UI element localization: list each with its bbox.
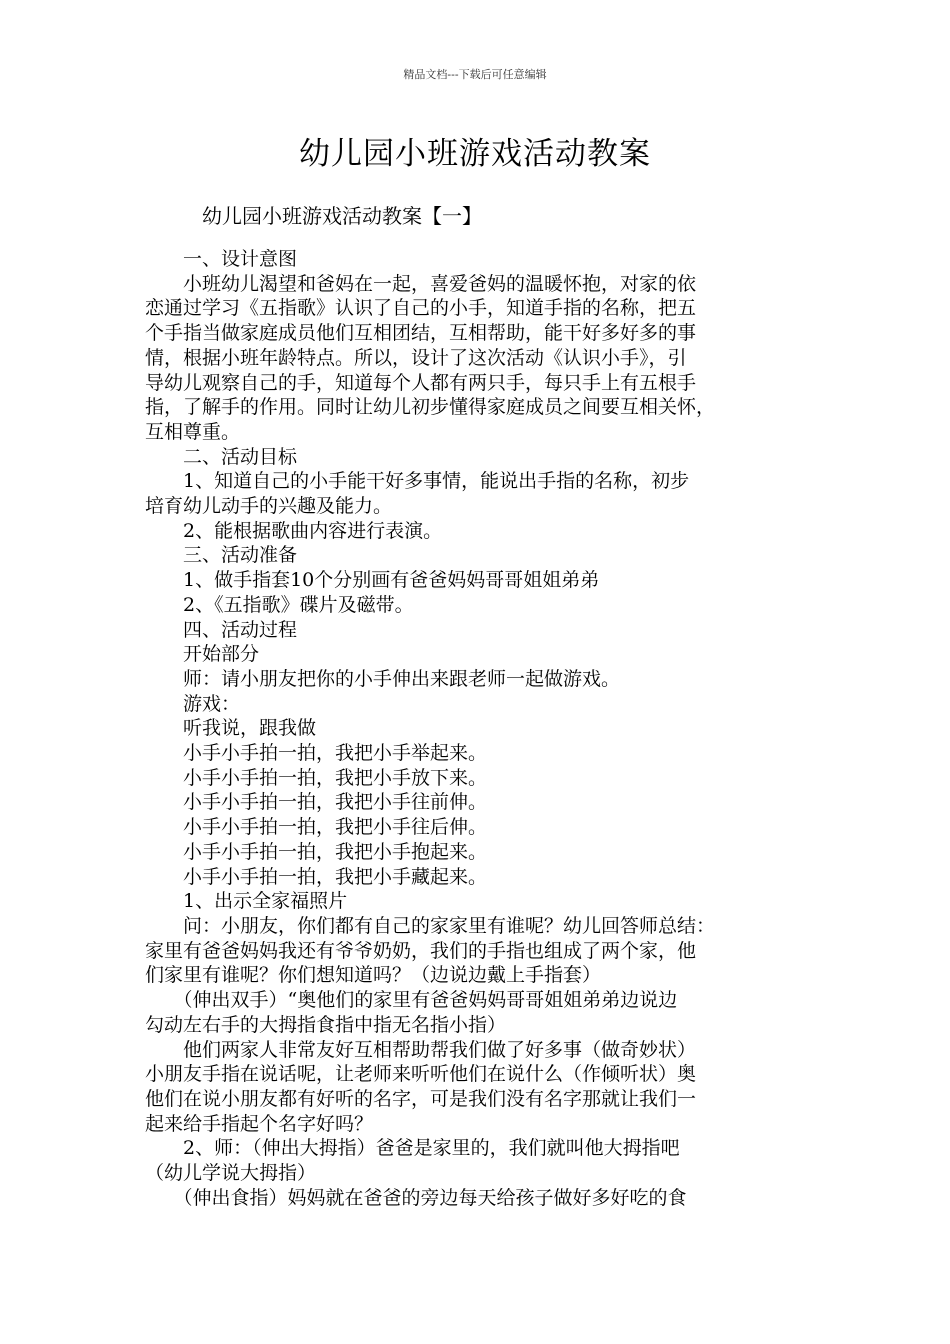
body-line: 2、《五指歌》碟片及磁带。	[145, 593, 414, 616]
body-line: 1、出示全家福照片	[145, 890, 348, 913]
body-line: 小手小手拍一拍，我把小手往前伸。	[145, 791, 488, 814]
body-line: 小班幼儿渴望和爸妈在一起，喜爱爸妈的温暖怀抱，对家的依	[145, 272, 697, 295]
body-line: 三、活动准备	[145, 544, 298, 567]
body-line: 一、设计意图	[145, 248, 298, 270]
body-line: （伸出食指）妈妈就在爸爸的旁边每天给孩子做好多好吃的食	[145, 1186, 687, 1209]
body-line: 四、活动过程	[145, 618, 298, 641]
body-line: 小手小手拍一拍，我把小手放下来。	[145, 766, 488, 789]
body-line: 个手指当做家庭成员他们互相团结，互相帮助，能干好多好多的事	[145, 322, 697, 345]
body-line: 导幼儿观察自己的手，知道每个人都有两只手，每只手上有五根手	[145, 371, 697, 394]
body-line: 培育幼儿动手的兴趣及能力。	[145, 495, 393, 518]
document-body	[145, 247, 821, 1210]
header-note: 精品文档---下载后可任意编辑	[403, 68, 547, 81]
body-line: 小手小手拍一拍，我把小手藏起来。	[145, 865, 488, 888]
body-line: 1、做手指套10个分别画有爸爸妈妈哥哥姐姐弟弟	[145, 569, 600, 592]
body-line: 恋通过学习《五指歌》认识了自己的小手，知道手指的名称，把五	[145, 297, 697, 320]
body-line: 起来给手指起个名字好吗？	[145, 1112, 374, 1135]
body-line: 2、能根据歌曲内容进行表演。	[145, 519, 443, 542]
body-line: （幼儿学说大拇指）	[145, 1162, 317, 1185]
body-line: 师：请小朋友把你的小手伸出来跟老师一起做游戏。	[145, 667, 621, 690]
body-line: 情，根据小班年龄特点。所以，设计了这次活动《认识小手》，引	[145, 346, 687, 369]
document-title: 幼儿园小班游戏活动教案	[299, 136, 651, 172]
body-line: 小手小手拍一拍，我把小手举起来。	[145, 742, 488, 765]
body-line: 小手小手拍一拍，我把小手往后伸。	[145, 816, 488, 839]
body-line: 互相尊重。	[145, 420, 241, 443]
body-line: 他们在说小朋友都有好听的名字，可是我们没有名字那就让我们一	[145, 1087, 697, 1110]
body-line: 家里有爸爸妈妈我还有爷爷奶奶，我们的手指也组成了两个家，他	[145, 939, 697, 962]
section-subtitle: 幼儿园小班游戏活动教案【一】	[202, 204, 482, 228]
body-line: 小手小手拍一拍，我把小手抱起来。	[145, 840, 488, 863]
body-line: 指，了解手的作用。同时让幼儿初步懂得家庭成员之间要互相关怀，	[145, 396, 716, 419]
body-line: 听我说，跟我做	[145, 717, 317, 740]
body-line: 2、师：（伸出大拇指）爸爸是家里的，我们就叫他大拇指吧	[145, 1137, 680, 1160]
body-line: 二、活动目标	[145, 445, 298, 468]
body-line: 游戏：	[145, 692, 241, 715]
body-line: 小朋友手指在说话呢，让老师来听听他们在说什么（作倾听状）奥	[145, 1063, 697, 1086]
body-line: （伸出双手）“奥他们的家里有爸爸妈妈哥哥姐姐弟弟边说边	[145, 989, 678, 1012]
body-line: 问：小朋友，你们都有自己的家家里有谁呢？幼儿回答师总结：	[145, 914, 716, 937]
body-line: 1、知道自己的小手能干好多事情，能说出手指的名称，初步	[145, 470, 690, 493]
body-line: 他们两家人非常友好互相帮助帮我们做了好多事（做奇妙状）	[145, 1038, 697, 1061]
body-line: 开始部分	[145, 643, 260, 666]
body-line: 们家里有谁呢？你们想知道吗？（边说边戴上手指套）	[145, 964, 602, 987]
body-line: 勾动左右手的大拇指食指中指无名指小指）	[145, 1013, 507, 1036]
